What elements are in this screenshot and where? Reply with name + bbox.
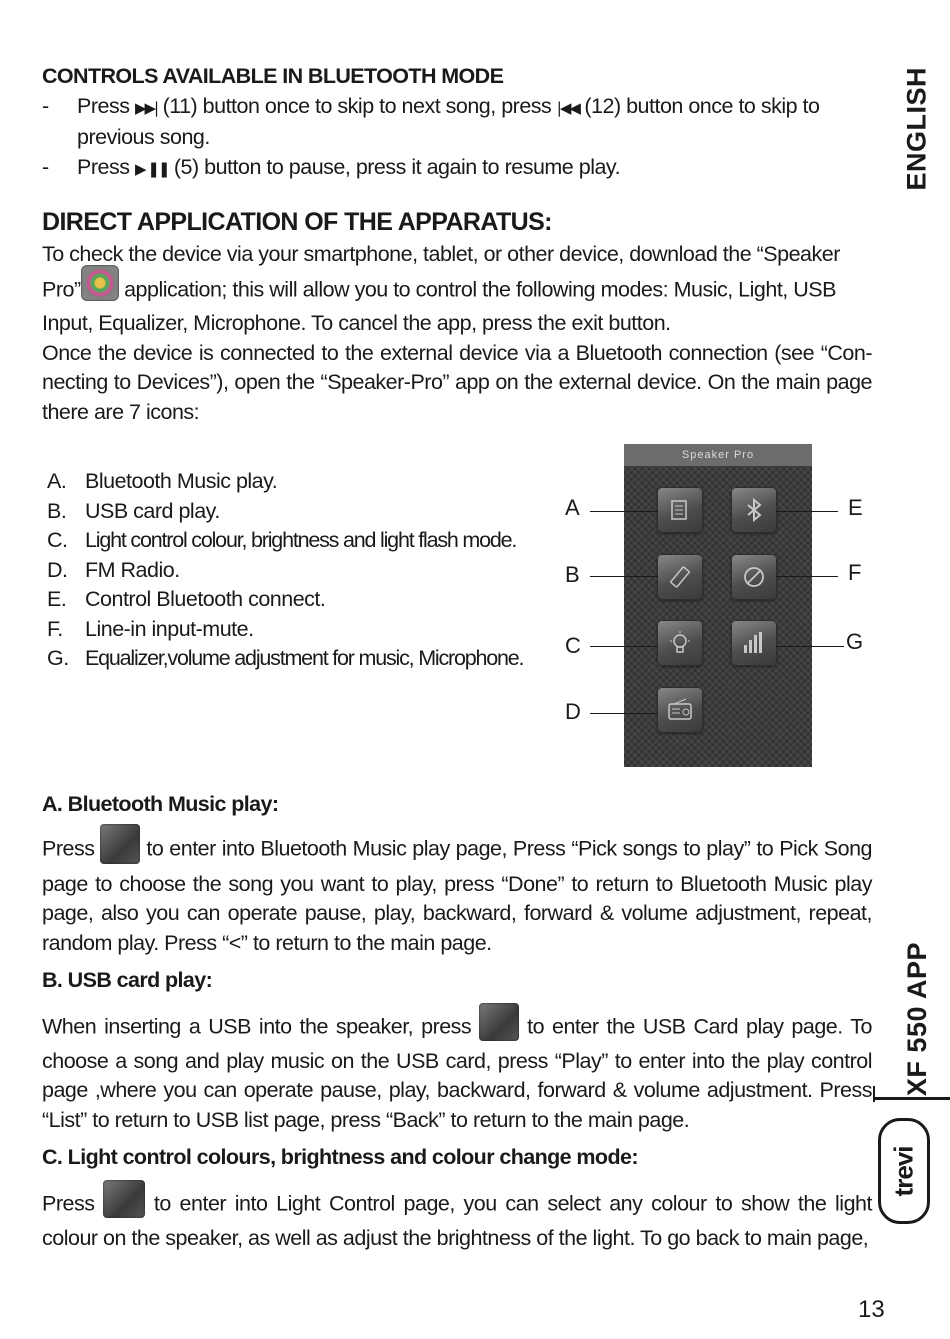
music-note-icon xyxy=(657,487,703,533)
usb-stick-icon xyxy=(657,554,703,600)
speaker-pro-app-icon xyxy=(81,265,119,301)
list-item: G. Equalizer,volume adjustment for music, Microphone. xyxy=(47,646,524,670)
previous-track-icon: |◀◀ xyxy=(556,98,579,117)
bluetooth-controls-section xyxy=(42,62,872,184)
bullet-text: (11) button once to skip to next song, press xyxy=(162,93,552,118)
usb-stick-icon xyxy=(479,1003,519,1041)
section-light-control xyxy=(42,1143,872,1253)
bluetooth-icon xyxy=(731,487,777,533)
equalizer-icon xyxy=(731,620,777,666)
direct-paragraph-1 xyxy=(42,240,872,339)
paragraph-text: application; this will allow you to control the following modes: Music, Light, USB xyxy=(118,277,836,302)
play-pause-icon: ▶ ❚❚ xyxy=(134,159,169,178)
light-bulb-icon xyxy=(657,620,703,666)
speaker-pro-app-screenshot xyxy=(624,444,812,767)
bullet-dash: - xyxy=(42,93,49,118)
bullet-skip xyxy=(42,92,872,153)
bullet-text: Press xyxy=(77,154,130,179)
app-header-title: Speaker Pro xyxy=(624,444,812,466)
list-item: C. Light control colour, brightness and light flash mode. xyxy=(47,528,517,552)
section-heading: A. Bluetooth Music play: xyxy=(42,792,279,816)
bullet-text: (5) button to pause, press it again to resume play. xyxy=(173,154,621,179)
list-item: A. Bluetooth Music play. xyxy=(47,469,278,493)
next-track-icon: ▶▶| xyxy=(134,98,158,117)
callout-line xyxy=(776,646,844,647)
section-bluetooth-music xyxy=(42,790,872,958)
bullet-text: previous song. xyxy=(77,125,210,149)
list-item: F. Line-in input-mute. xyxy=(47,616,254,641)
callout-label: B xyxy=(565,562,580,587)
model-tab: XF 550 APP xyxy=(902,942,932,1097)
music-note-icon xyxy=(100,824,140,864)
callout-line xyxy=(776,511,838,512)
page-number: 13 xyxy=(858,1296,885,1323)
direct-paragraph-2: Once the device is connected to the external device via a Bluetooth connection (see “Con-necting to Devices”), open the “Speaker-Pro” app on the external device. On the main page there are 7 icons: xyxy=(42,340,872,424)
line-in-mute-icon xyxy=(731,554,777,600)
bullet-text: Press xyxy=(77,93,130,118)
callout-line xyxy=(776,576,838,577)
callout-label: A xyxy=(565,495,580,520)
side-rule xyxy=(875,1097,950,1100)
paragraph-line: To check the device via your smartphone, tablet, or other device, download the “Speaker xyxy=(42,241,840,266)
callout-line xyxy=(590,646,658,647)
section-text: When inserting a USB into the speaker, press to enter the USB Card play page. To choose a song and play music on the USB card, press “Play” to enter into the play control page ,where you can operate pause, play, backward, forward & volume adjustment. Press “List” to return to USB list page, press “Back” to return to the main page. xyxy=(42,1009,872,1136)
list-item: D. FM Radio. xyxy=(47,557,180,582)
list-item: B. USB card play. xyxy=(47,498,220,523)
paragraph-text: Pro” xyxy=(42,277,81,302)
direct-application-heading: DIRECT APPLICATION OF THE APPARATUS: xyxy=(42,208,552,236)
icon-list xyxy=(42,467,562,674)
bullet-dash: - xyxy=(42,154,49,179)
direct-application-section xyxy=(42,208,872,427)
language-tab: ENGLISH xyxy=(902,67,932,191)
callout-line xyxy=(590,511,658,512)
bluetooth-controls-heading: CONTROLS AVAILABLE IN BLUETOOTH MODE xyxy=(42,64,504,88)
bullet-text: (12) button once to skip to xyxy=(584,93,820,118)
light-bulb-icon xyxy=(103,1180,145,1218)
callout-label: E xyxy=(848,495,863,520)
radio-icon xyxy=(657,687,703,733)
section-text: Press to enter into Bluetooth Music play page, Press “Pick songs to play” to Pick Song page to choose the song you want to play, press “Done” to return to Bluetooth Music play page, also you can operate pause, play, backward, forward & volume adjustment, repeat, random play. Press “<” to return to the main page. xyxy=(42,830,872,959)
section-usb-card xyxy=(42,966,872,1135)
paragraph-line: Input, Equalizer, Microphone. To cancel the app, press the exit button. xyxy=(42,311,671,335)
callout-line xyxy=(590,713,658,714)
callout-label: F xyxy=(848,560,862,585)
trevi-logo xyxy=(878,1118,930,1224)
brand-logo-text: trevi xyxy=(888,1146,919,1196)
list-item: E. Control Bluetooth connect. xyxy=(47,587,326,611)
section-text: Press to enter into Light Control page, you can select any colour to show the light colour on the speaker, as well as adjust the brightness of the light. To go back to main page, xyxy=(42,1186,872,1254)
bullet-pause xyxy=(42,153,872,185)
callout-label: C xyxy=(565,633,581,658)
callout-label: G xyxy=(846,629,864,654)
callout-label: D xyxy=(565,699,581,724)
section-heading: C. Light control colours, brightness and colour change mode: xyxy=(42,1145,638,1169)
section-heading: B. USB card play: xyxy=(42,968,213,992)
callout-line xyxy=(590,576,658,577)
